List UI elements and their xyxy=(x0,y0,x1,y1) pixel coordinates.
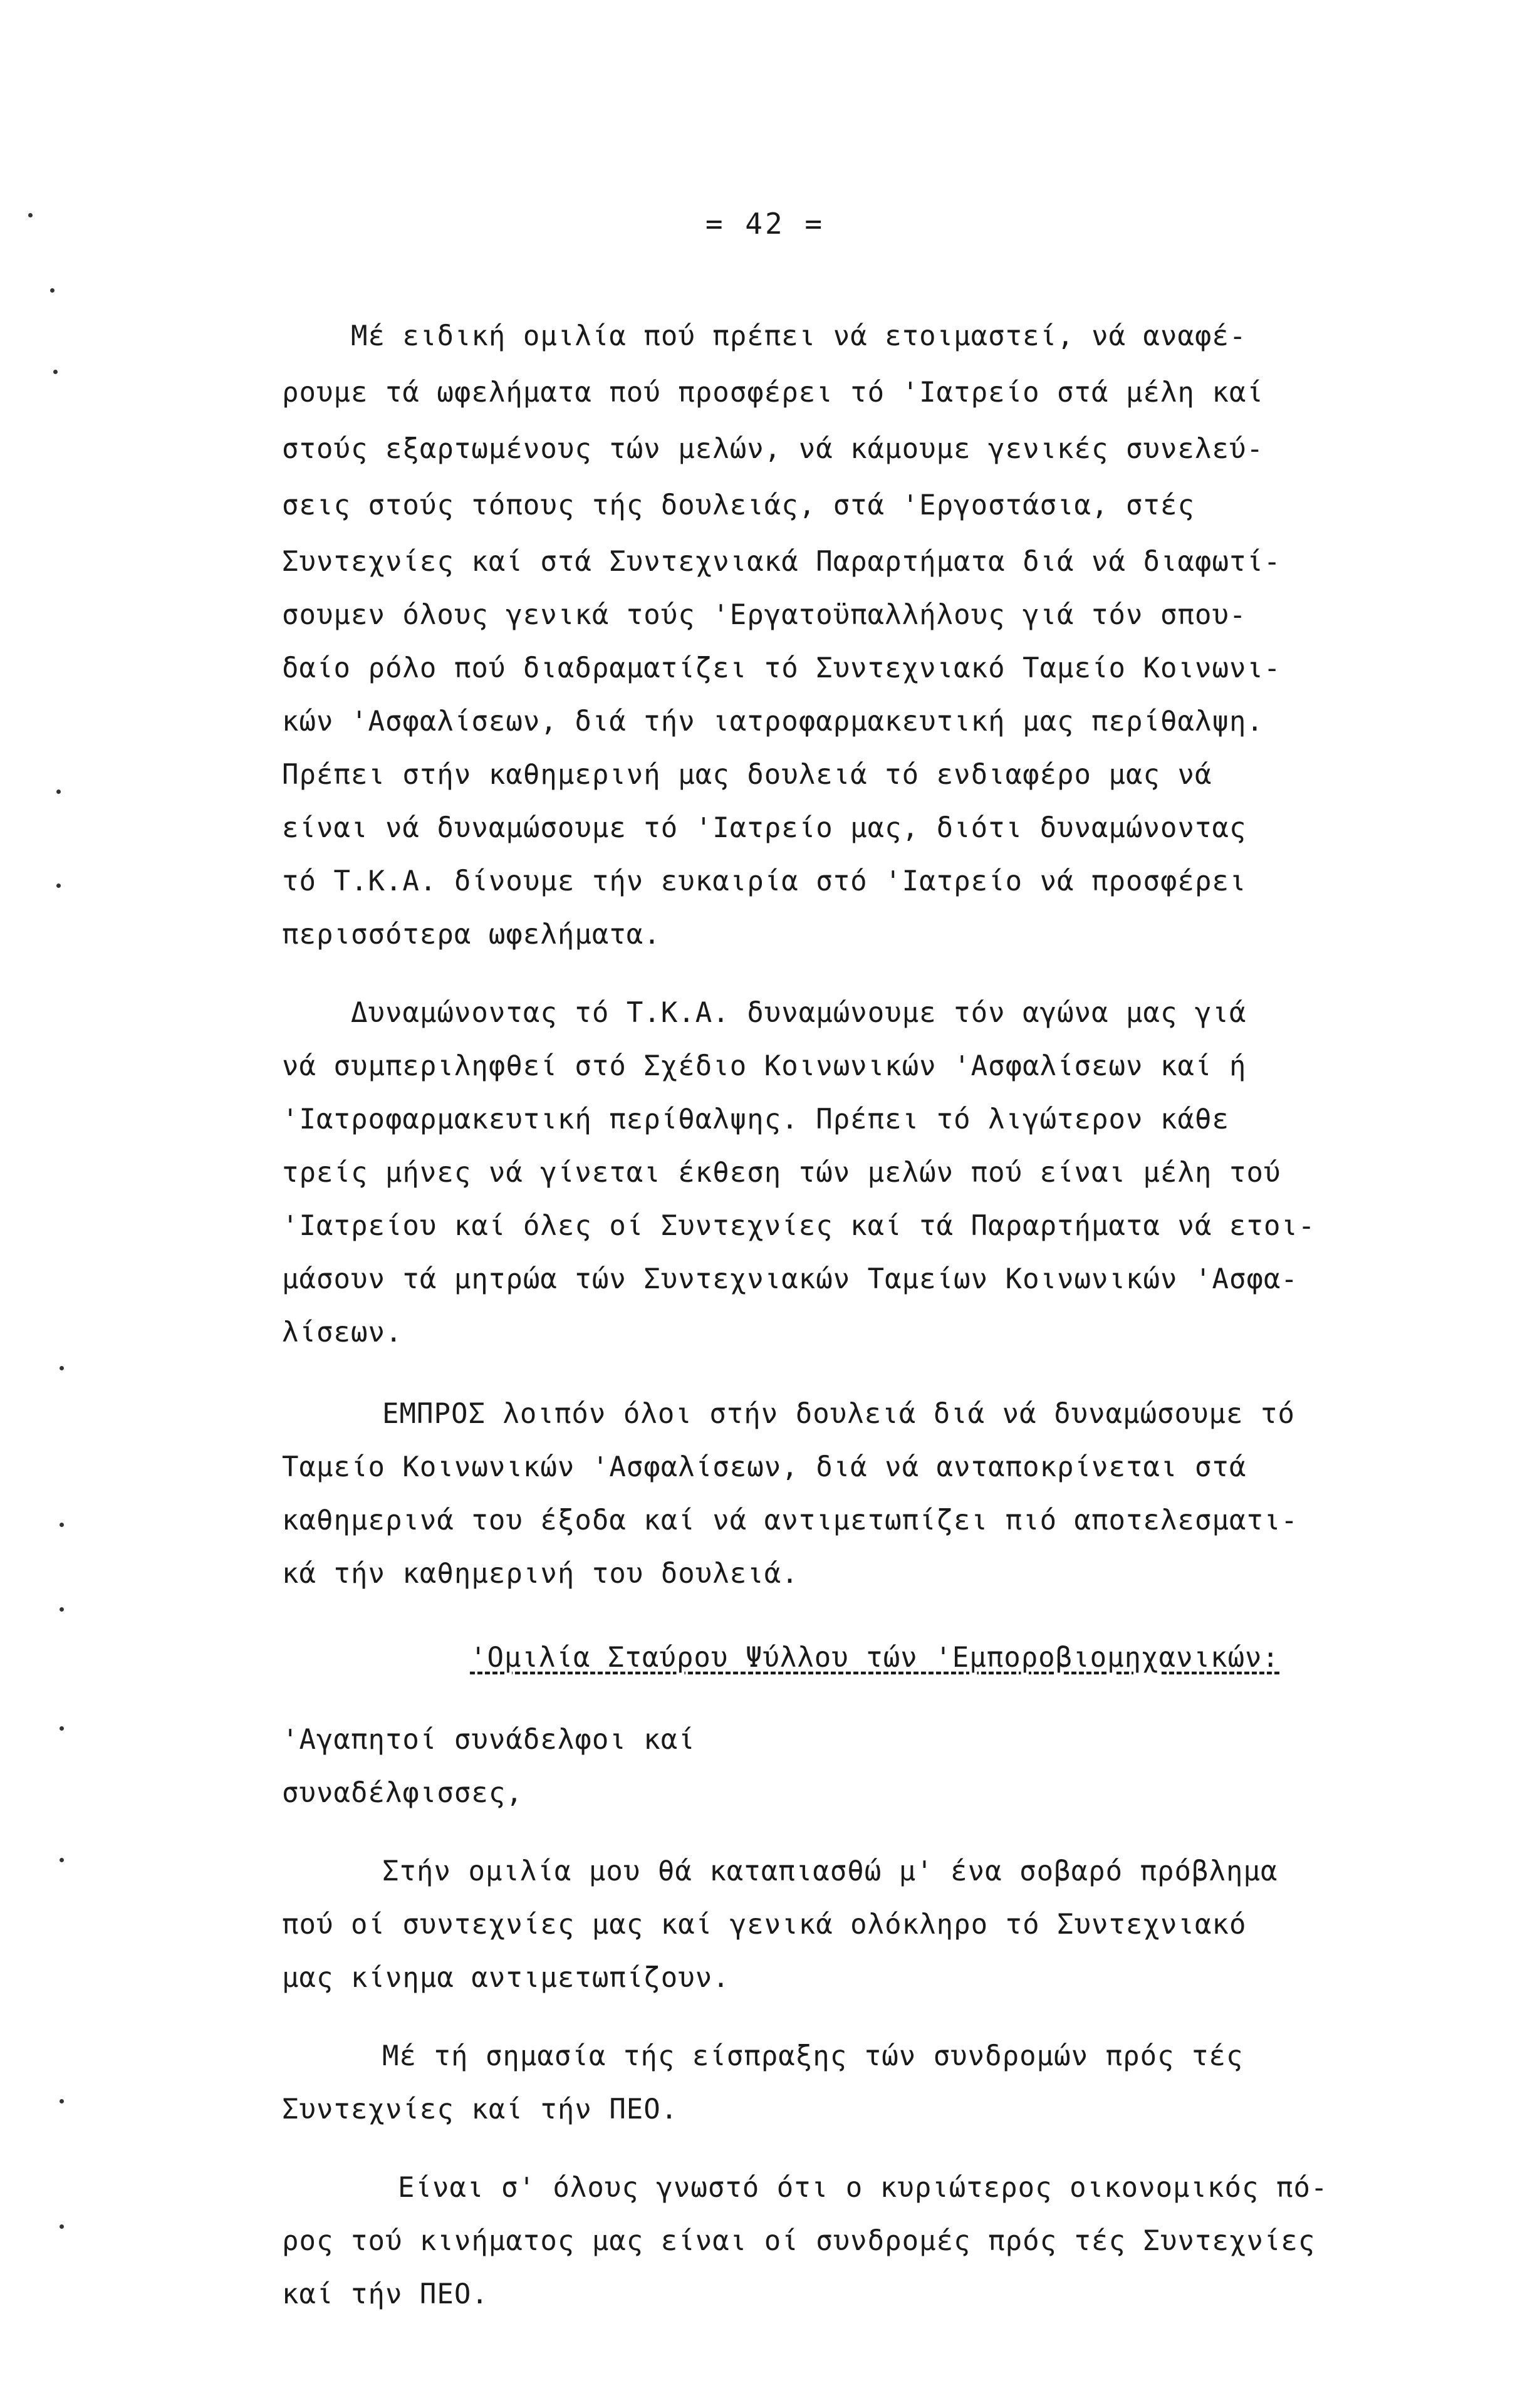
scan-speck xyxy=(60,1607,64,1612)
text-line: μάσουν τά μητρώα τών Συντεχνιακών Ταμείων Κοινωνικών 'Ασφα- xyxy=(282,1263,1298,1295)
text-line: ΕΜΠΡΟΣ λοιπόν όλοι στήν δουλειά διά νά δυναμώσουμε τό xyxy=(382,1398,1295,1430)
text-line: 'Ιατροφαρμακευτική περίθαλψης. Πρέπει τό λιγώτερον κάθε xyxy=(282,1103,1229,1135)
text-line: λίσεων. xyxy=(282,1316,403,1348)
scan-speck xyxy=(50,288,55,293)
scan-speck xyxy=(60,1726,64,1731)
text-line: περισσότερα ωφελήματα. xyxy=(282,919,661,951)
text-line: δαίο ρόλο πού διαδραματίζει τό Συντεχνιακό Ταμείο Κοινωνι- xyxy=(282,652,1281,684)
text-line: νά συμπεριληφθεί στό Σχέδιο Κοινωνικών 'Ασφαλίσεων καί ή xyxy=(282,1050,1247,1082)
scan-speck xyxy=(56,883,61,888)
text-line: κών 'Ασφαλίσεων, διά τήν ιατροφαρμακευτική μας περίθαλψη. xyxy=(282,706,1264,738)
text-line: συναδέλφισσες, xyxy=(282,1777,523,1809)
text-line: κά τήν καθημερινή του δουλειά. xyxy=(282,1558,799,1590)
scan-speck xyxy=(56,790,61,794)
text-line: ρουμε τά ωφελήματα πού προσφέρει τό 'Ιατρείο στά μέλη καί xyxy=(282,377,1264,409)
text-line: τρείς μήνες νά γίνεται έκθεση τών μελών πού είναι μέλη τού xyxy=(282,1157,1281,1189)
scan-speck xyxy=(60,1523,64,1527)
scan-speck xyxy=(28,213,33,217)
speech-heading: 'Ομιλία Σταύρου Ψύλλου τών 'Εμποροβιομηχανικών: xyxy=(470,1642,1280,1674)
text-line: Συντεχνίες καί στά Συντεχνιακά Παραρτήματα διά νά διαφωτί- xyxy=(282,546,1281,578)
text-line: Ταμείο Κοινωνικών 'Ασφαλίσεων, διά νά ανταποκρίνεται στά xyxy=(282,1451,1247,1483)
text-line: καθημερινά του έξοδα καί νά αντιμετωπίζει πιό αποτελεσματι- xyxy=(282,1504,1298,1536)
text-line: Μέ ειδική ομιλία πού πρέπει νά ετοιμαστεί, νά αναφέ- xyxy=(351,320,1247,352)
text-line: Δυναμώνοντας τό Τ.Κ.Α. δυναμώνουμε τόν αγώνα μας γιά xyxy=(351,997,1247,1029)
page-number: = 42 = xyxy=(705,207,825,241)
scan-speck xyxy=(53,370,58,374)
text-line: μας κίνημα αντιμετωπίζουν. xyxy=(282,1962,730,1994)
text-line: Συντεχνίες καί τήν ΠΕΟ. xyxy=(282,2093,679,2125)
scan-speck xyxy=(60,1858,64,1862)
text-line: ρος τού κινήματος μας είναι οί συνδρομές πρός τές Συντεχνίες xyxy=(282,2225,1316,2257)
text-line: καί τήν ΠΕΟ. xyxy=(282,2278,489,2310)
text-line: 'Ιατρείου καί όλες οί Συντεχνίες καί τά Παραρτήματα νά ετοι- xyxy=(282,1210,1316,1242)
text-line: στούς εξαρτωμένους τών μελών, νά κάμουμε γενικές συνελεύ- xyxy=(282,433,1264,465)
text-line: πού οί συντεχνίες μας καί γενικά ολόκληρο τό Συντεχνιακό xyxy=(282,1909,1247,1941)
scan-speck xyxy=(60,1366,64,1370)
text-line: σουμεν όλους γενικά τούς 'Εργατοϋπαλλήλους γιά τόν σπου- xyxy=(282,599,1247,631)
scan-speck xyxy=(60,2224,64,2229)
text-line: 'Αγαπητοί συνάδελφοι καί xyxy=(282,1724,695,1756)
scan-speck xyxy=(60,2099,64,2103)
text-line: Στήν ομιλία μου θά καταπιασθώ μ' ένα σοβαρό πρόβλημα xyxy=(382,1855,1278,1887)
text-line: τό Τ.Κ.Α. δίνουμε τήν ευκαιρία στό 'Ιατρείο νά προσφέρει xyxy=(282,865,1247,897)
text-line: Είναι σ' όλους γνωστό ότι ο κυριώτερος οικονομικός πό- xyxy=(398,2172,1328,2204)
text-line: είναι νά δυναμώσουμε τό 'Ιατρείο μας, διότι δυναμώνοντας xyxy=(282,812,1247,844)
text-line: Μέ τή σημασία τής είσπραξης τών συνδρομών πρός τές xyxy=(382,2040,1244,2072)
text-line: σεις στούς τόπους τής δουλειάς, στά 'Εργοστάσια, στές xyxy=(282,489,1195,521)
text-line: Πρέπει στήν καθημερινή μας δουλειά τό ενδιαφέρο μας νά xyxy=(282,759,1212,791)
